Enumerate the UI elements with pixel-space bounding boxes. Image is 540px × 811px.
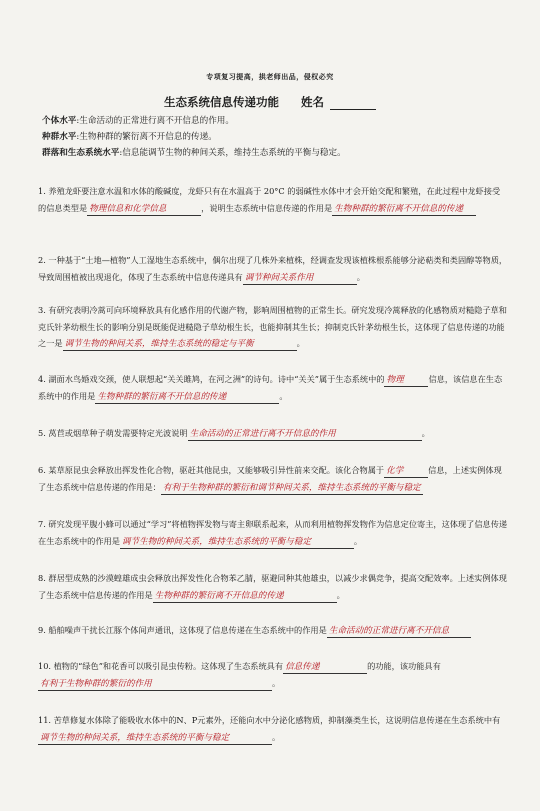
- answer-1a[interactable]: 物理信息和化学信息: [87, 203, 201, 216]
- answer-6a[interactable]: 化学: [384, 465, 428, 478]
- question-3: 3. 有研究表明冷蒿可向环境释放具有化感作用的代谢产物，影响周围植物的正常生长。研究发现冷蒿释放的化感物质对糙隐子草和克氏针茅幼根生长的影响分别是既能促进糙隐子草幼根生长，也能抑制其生长；抑制克氏针茅幼根生长，这体现了信息传递的功能之一是 调节生物的种间关系，维持生态系统的稳定与平衡 。: [38, 305, 507, 349]
- page-title: [0, 94, 540, 110]
- level-individual: 个体水平:生命活动的正常进行离不开信息的作用。: [42, 116, 234, 126]
- answer-2[interactable]: 调节种间关系作用: [243, 272, 357, 285]
- answer-6b[interactable]: 有利于生物种群的繁衍和调节种间关系，维持生态系统的平衡与稳定: [162, 482, 421, 493]
- question-11: 11. 苦草修复水体除了能吸收水体中的N、P元素外，还能向水中分泌化感物质，抑制藻类生长，这说明信息传递在生态系统中有调节生物的种间关系，维持生态系统的平衡与稳定 。: [38, 715, 501, 743]
- name-blank[interactable]: [330, 99, 376, 110]
- answer-10a[interactable]: 信息传递: [283, 661, 367, 674]
- answer-5[interactable]: 生命活动的正常进行离不开信息的作用: [188, 428, 422, 441]
- question-1: 1. 养殖龙虾要注意水温和水体的酸碱度，龙虾只有在水温高于 20°C 的弱碱性水体中才会开始交配和繁殖，在此过程中龙虾接受的信息类型是 物理信息和化学信息 ，说明生态系统中信息传递的作用是 生物种群的繁衍离不开信息的传递: [38, 186, 501, 214]
- header-note: 专项复习提高，拱老师出品，侵权必究: [206, 72, 334, 81]
- answer-9[interactable]: 生命活动的正常进行离不开信息: [327, 625, 471, 638]
- level-population: 种群水平:生物种群的繁衍离不开信息的传递。: [42, 132, 217, 142]
- answer-7[interactable]: 调节生物的种间关系，维持生态系统的平衡与稳定: [120, 536, 354, 549]
- answer-10b[interactable]: 有利于生物种群的繁衍的作用: [38, 678, 272, 691]
- answer-4a[interactable]: 物理: [384, 374, 428, 387]
- question-9: 9. 船舶噪声干扰长江豚个体间声通讯，这体现了信息传递在生态系统中的作用是 生命活动的正常进行离不开信息: [38, 622, 508, 639]
- answer-1b[interactable]: 生物种群的繁衍离不开信息的传递: [332, 203, 476, 216]
- level-community: 群落和生态系统水平:信息能调节生物的种间关系，维持生态系统的平衡与稳定。: [42, 148, 346, 158]
- question-7: 7. 研究发现平腹小蜂可以通过“学习”将植物挥发物与寄主卵联系起来，从而利用植物挥发物作为信息定位寄主，这体现了信息传递在生态系统中的作用是 调节生物的种间关系，维持生态系统的平衡与稳定 。: [38, 519, 508, 547]
- question-4: 4. 湖面水鸟婚戏交颈，使人联想起“关关雎鸠，在河之洲”的诗句。诗中“关关”属于生态系统中的 物理 信息，该信息在生态系统中的作用是 生物种群的繁衍离不开信息的传递 。: [38, 374, 503, 402]
- question-2: 2. 一种基于“土地—植物”人工湿地生态系统中，偶尔出现了几株外来植株，经调查发现该植株根系能够分泌萜类和类固醇等物质，导致周围植被出现退化，体现了生态系统中信息传递具有 调节种间关系作用 。: [38, 255, 508, 283]
- answer-8[interactable]: 生物种群的繁衍离不开信息的传递: [153, 590, 337, 603]
- question-6: 6. 某草原昆虫会释放出挥发性化合物，驱赶其他昆虫，又能够吸引异性前来交配。该化合物属于 化学 信息，上述实例体现了生态系统中信息传递的作用是： 有利于生物种群的繁衍和调节种间关系，维持生态系统的平衡与稳定: [38, 465, 502, 493]
- name-label: 姓名: [301, 95, 324, 109]
- question-10: 10. 植物的“绿色”和花香可以吸引昆虫传粉。这体现了生态系统具有 信息传递 的功能，该功能具有有利于生物种群的繁衍的作用 。: [38, 661, 441, 689]
- answer-11[interactable]: 调节生物的种间关系，维持生态系统的平衡与稳定: [38, 732, 272, 745]
- answer-3[interactable]: 调节生物的种间关系，维持生态系统的稳定与平衡: [63, 338, 297, 351]
- title-text: 生态系统信息传递功能: [163, 95, 279, 109]
- levels-list: [42, 113, 512, 161]
- question-5: 5. 莴苣或烟草种子萌发需要特定光波说明 生命活动的正常进行离不开信息的作用 。: [38, 428, 430, 439]
- question-8: 8. 群居型成熟的沙漠蝗雄成虫会释放出挥发性化合物苯乙腈，驱避同种其他雄虫，以减少求偶竞争，提高交配效率。上述实例体现了生态系统中信息传递的作用是 生物种群的繁衍离不开信息的传递 。: [38, 573, 507, 601]
- answer-4b[interactable]: 生物种群的繁衍离不开信息的传递: [95, 391, 279, 404]
